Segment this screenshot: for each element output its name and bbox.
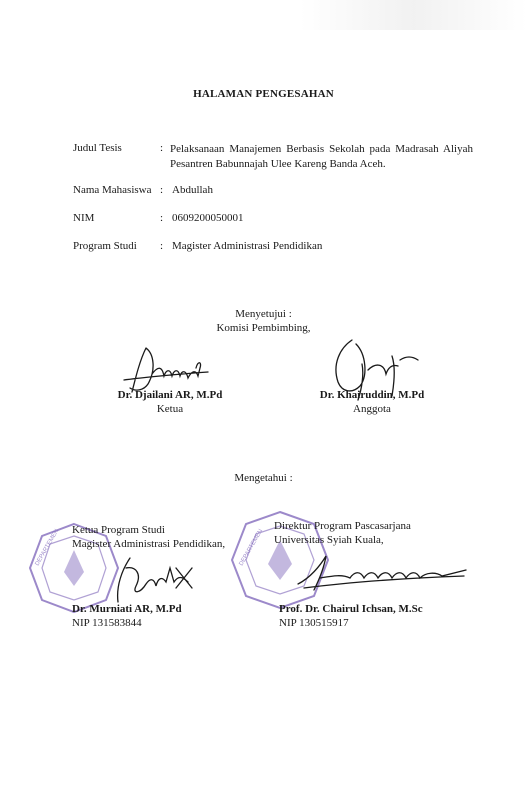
prodi-label: Program Studi [73,240,137,252]
right-signatory-name: Prof. Dr. Chairul Ichsan, M.Sc [279,603,423,615]
acknowledge-heading: Mengetahui : [234,472,293,484]
left-signatory-nip: NIP 131583844 [72,617,142,629]
prodi-value: Magister Administrasi Pendidikan [172,240,323,252]
judul-label: Judul Tesis [73,142,122,154]
nama-value: Abdullah [172,184,213,196]
nim-value: 0609200050001 [172,212,244,224]
scan-artifact [300,0,527,30]
left-position-line2: Magister Administrasi Pendidikan, [72,538,226,550]
left-position-line1: Ketua Program Studi [72,524,165,536]
advisor1-role: Ketua [156,403,184,415]
nama-colon: : [160,184,164,196]
prodi-colon: : [160,240,164,252]
nim-colon: : [160,212,164,224]
left-signatory-name: Dr. Murniati AR, M.Pd [72,603,182,615]
advisor1-name: Dr. Djailani AR, M.Pd [117,389,223,401]
approval-subheading: Komisi Pembimbing, [216,322,311,334]
svg-text:DEPARTEMEN: DEPARTEMEN [34,528,61,567]
right-signatory-nip: NIP 130515917 [279,617,349,629]
svg-text:DEPARTEMEN: DEPARTEMEN [238,528,265,567]
nim-label: NIM [73,212,95,224]
judul-value: Pelaksanaan Manajemen Berbasis Sekolah pada Madrasah Aliyah Pesantren Babunnajah Ulee Kareng Banda Aceh. [170,143,473,170]
left-signature [96,548,206,608]
right-position-line1: Direktur Program Pascasarjana [274,520,411,532]
page-title: HALAMAN PENGESAHAN [193,88,334,100]
right-position-line2: Universitas Syiah Kuala, [274,534,384,546]
advisor2-role: Anggota [353,403,391,415]
right-signature [290,548,470,598]
advisor2-name: Dr. Khairuddin, M.Pd [319,389,425,401]
approval-heading: Menyetujui : [235,308,292,320]
judul-colon: : [160,142,164,154]
nama-label: Nama Mahasiswa [73,184,152,196]
